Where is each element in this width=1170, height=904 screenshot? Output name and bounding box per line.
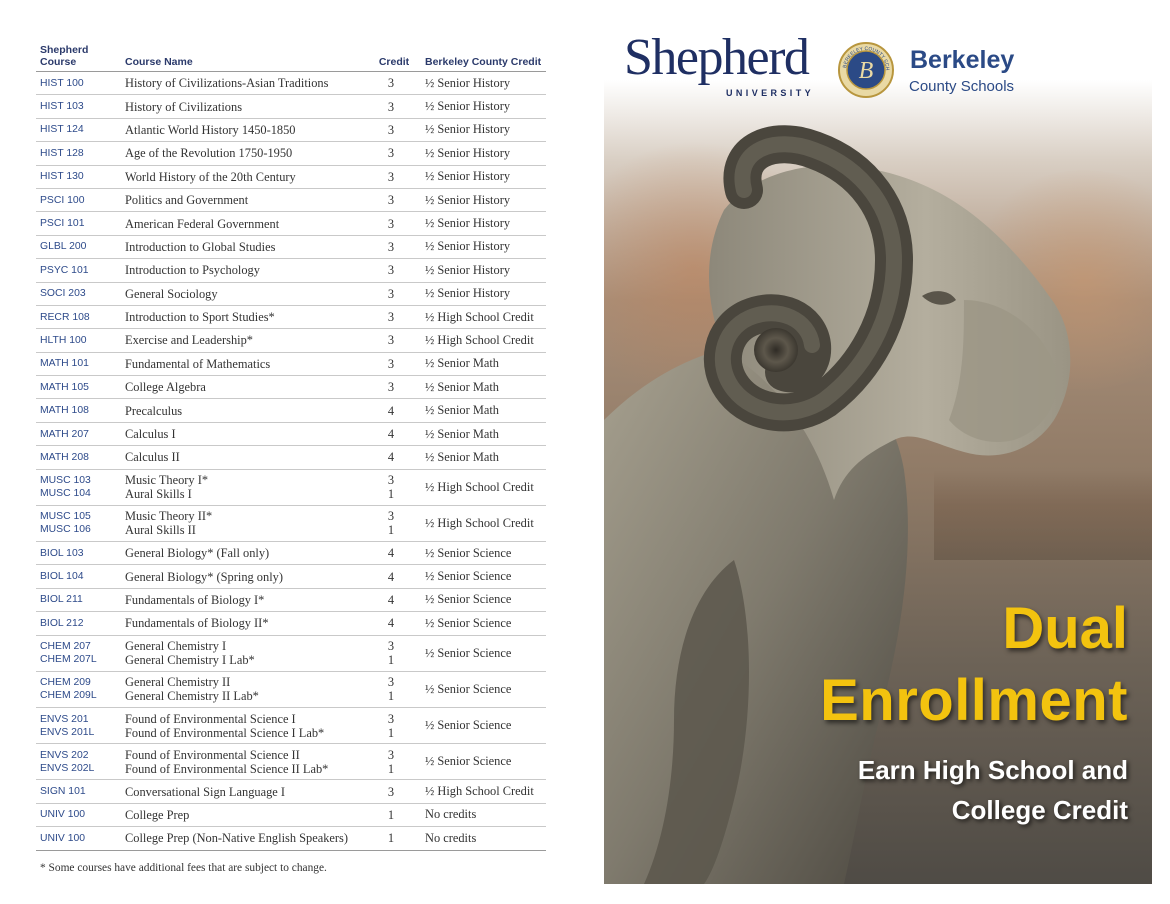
- course-code-line: ENVS 202: [40, 749, 89, 761]
- table-row: [36, 189, 546, 212]
- course-name-line: History of Civilizations-Asian Traditions: [125, 76, 329, 91]
- course-code-line: ENVS 201L: [40, 726, 95, 738]
- berkeley-credit: ½ Senior Math: [425, 426, 499, 441]
- course-name-line: Music Theory II*: [125, 509, 213, 524]
- table-row: [36, 423, 546, 446]
- course-code: [36, 264, 125, 277]
- table-row: [36, 780, 546, 803]
- course-credit: [363, 217, 419, 231]
- berkeley-credit: ½ Senior Science: [425, 569, 512, 584]
- course-name: [125, 333, 363, 347]
- course-name-line: American Federal Government: [125, 216, 280, 231]
- course-credit: [363, 831, 419, 845]
- course-code-line: HIST 103: [40, 101, 84, 113]
- course-credit-line: 1: [387, 689, 395, 704]
- course-code-line: CHEM 209: [40, 677, 91, 689]
- course-table: [36, 40, 546, 851]
- course-code: [36, 785, 125, 798]
- course-code-line: CHEM 207L: [40, 654, 97, 666]
- course-code-line: UNIV 100: [40, 809, 86, 821]
- header-course-name: Course Name: [125, 56, 193, 68]
- course-name-line: Fundamentals of Biology I*: [125, 592, 265, 607]
- course-code: [36, 451, 125, 464]
- berkeley-credit: ½ Senior History: [425, 286, 511, 301]
- course-credit: [363, 193, 419, 207]
- course-code-line: HIST 124: [40, 124, 84, 136]
- seal-text: BERKELEY COUNTY SCH: [842, 45, 891, 71]
- course-name: [125, 217, 363, 231]
- shepherd-university-wordmark: UNIVERSITY: [726, 88, 815, 98]
- course-name: [125, 616, 363, 630]
- table-row: [36, 399, 546, 422]
- course-credit-line: 4: [387, 592, 395, 607]
- table-row: [36, 542, 546, 565]
- course-credit-line: 3: [387, 239, 395, 254]
- course-code-line: CHEM 209L: [40, 690, 97, 702]
- table-row: [36, 259, 546, 282]
- course-credit-line: 4: [387, 546, 395, 561]
- course-credit-line: 3: [387, 675, 395, 690]
- course-name-line: General Chemistry II: [125, 675, 231, 690]
- table-row: [36, 376, 546, 399]
- header-credit: Credit: [378, 56, 410, 68]
- course-name-line: General Biology* (Fall only): [125, 546, 270, 561]
- course-credit-line: 3: [387, 784, 395, 799]
- table-row: [36, 565, 546, 588]
- course-credit-line: 1: [387, 487, 395, 502]
- course-credit: [363, 240, 419, 254]
- course-code-line: BIOL 103: [40, 547, 84, 559]
- course-name-line: Conversational Sign Language I: [125, 784, 286, 799]
- berkeley-credit: ½ Senior History: [425, 99, 511, 114]
- header-berkeley-credit: Berkeley County Credit: [425, 56, 542, 68]
- course-code-line: HIST 100: [40, 77, 84, 89]
- course-credit: [363, 333, 419, 347]
- berkeley-credit: ½ Senior Math: [425, 379, 499, 394]
- course-name: [125, 123, 363, 137]
- berkeley-logo: Berkeley: [910, 46, 1015, 74]
- course-name-line: Aural Skills I: [125, 487, 192, 502]
- course-credit: [363, 546, 419, 560]
- course-credit-line: 3: [387, 146, 395, 161]
- table-row: [36, 804, 546, 827]
- course-code-line: MATH 108: [40, 405, 89, 417]
- course-credit: [363, 639, 419, 667]
- course-name: [125, 427, 363, 441]
- course-code-line: SIGN 101: [40, 786, 86, 798]
- course-code: [36, 240, 125, 253]
- course-credit-line: 3: [387, 76, 395, 91]
- course-code-line: GLBL 200: [40, 241, 87, 253]
- table-row: [36, 283, 546, 306]
- course-credit-line: 4: [387, 569, 395, 584]
- course-credit: [363, 404, 419, 418]
- course-credit-line: 3: [387, 711, 395, 726]
- course-credit: [363, 473, 419, 501]
- berkeley-credit: ½ Senior Math: [425, 403, 499, 418]
- course-credit: [363, 570, 419, 584]
- berkeley-credit: ½ Senior History: [425, 239, 511, 254]
- course-name-line: World History of the 20th Century: [125, 169, 296, 184]
- title-line-1: Dual: [1002, 596, 1128, 661]
- course-credit-line: 3: [387, 263, 395, 278]
- course-name-line: Fundamentals of Biology II*: [125, 616, 269, 631]
- table-row: [36, 72, 546, 95]
- course-code-line: MUSC 106: [40, 524, 91, 536]
- course-name: [125, 450, 363, 464]
- course-name: [125, 785, 363, 799]
- berkeley-credit: ½ Senior History: [425, 145, 511, 160]
- course-name-line: Introduction to Global Studies: [125, 239, 276, 254]
- berkeley-credit: ½ Senior Math: [425, 449, 499, 464]
- course-code-line: MUSC 103: [40, 475, 91, 487]
- course-code: [36, 147, 125, 160]
- course-name-line: College Prep (Non-Native English Speakers): [125, 831, 348, 846]
- course-code-line: HIST 128: [40, 147, 84, 159]
- course-code: [36, 194, 125, 207]
- course-name-line: Age of the Revolution 1750-1950: [125, 146, 293, 161]
- course-credit-line: 1: [387, 761, 395, 776]
- course-name: [125, 570, 363, 584]
- berkeley-credit: No credits: [425, 807, 477, 822]
- course-code-line: MATH 101: [40, 358, 89, 370]
- course-code: [36, 547, 125, 560]
- course-name-line: General Biology* (Spring only): [125, 569, 283, 584]
- course-code: [36, 749, 125, 775]
- berkeley-credit: ½ Senior History: [425, 262, 511, 277]
- course-code: [36, 676, 125, 702]
- table-row: [36, 589, 546, 612]
- course-credit-line: 3: [387, 286, 395, 301]
- course-code-line: ENVS 201: [40, 713, 89, 725]
- berkeley-credit: ½ Senior History: [425, 122, 511, 137]
- table-row: [36, 470, 546, 506]
- course-name: [125, 509, 363, 537]
- course-credit-line: 4: [387, 450, 395, 465]
- course-name-line: Found of Environmental Science I Lab*: [125, 725, 325, 740]
- course-code-line: PSCI 101: [40, 218, 85, 230]
- table-row: [36, 236, 546, 259]
- berkeley-credit: ½ High School Credit: [425, 784, 534, 799]
- course-name: [125, 263, 363, 277]
- course-code: [36, 311, 125, 324]
- course-name: [125, 170, 363, 184]
- course-credit: [363, 616, 419, 630]
- berkeley-credit: ½ Senior Science: [425, 718, 512, 733]
- course-name: [125, 546, 363, 560]
- table-row: [36, 119, 546, 142]
- berkeley-credit: ½ Senior Science: [425, 545, 512, 560]
- course-name-line: General Chemistry I Lab*: [125, 653, 255, 668]
- course-name-line: Politics and Government: [125, 193, 249, 208]
- course-name: [125, 473, 363, 501]
- berkeley-credit: ½ Senior Science: [425, 592, 512, 607]
- berkeley-credit: ½ Senior Math: [425, 356, 499, 371]
- course-code: [36, 381, 125, 394]
- berkeley-credit: ½ Senior History: [425, 169, 511, 184]
- course-credit-line: 3: [387, 509, 395, 524]
- course-credit: [363, 123, 419, 137]
- cover-panel: [604, 0, 1152, 884]
- course-name: [125, 287, 363, 301]
- course-name-line: Calculus II: [125, 450, 180, 465]
- table-row: [36, 827, 546, 850]
- course-credit: [363, 100, 419, 114]
- course-name: [125, 76, 363, 90]
- course-code: [36, 404, 125, 417]
- berkeley-credit: ½ High School Credit: [425, 515, 534, 530]
- course-name-line: Precalculus: [125, 403, 183, 418]
- course-name: [125, 831, 363, 845]
- course-credit-line: 4: [387, 403, 395, 418]
- course-credit: [363, 712, 419, 740]
- berkeley-seal-icon: [838, 42, 894, 98]
- course-code-line: PSCI 100: [40, 194, 85, 206]
- course-credit: [363, 76, 419, 90]
- course-name-line: College Algebra: [125, 380, 206, 395]
- course-credit-line: 3: [387, 193, 395, 208]
- course-code-line: BIOL 104: [40, 571, 84, 583]
- table-row: [36, 95, 546, 118]
- course-code: [36, 123, 125, 136]
- course-code: [36, 474, 125, 500]
- course-credit-line: 1: [387, 653, 395, 668]
- berkeley-credit: ½ Senior History: [425, 192, 511, 207]
- course-name-line: History of Civilizations: [125, 99, 243, 114]
- course-name-line: Music Theory I*: [125, 473, 209, 488]
- course-name-line: Aural Skills II: [125, 523, 196, 538]
- course-credit: [363, 146, 419, 160]
- subtitle-line-1: Earn High School and: [857, 755, 1128, 785]
- course-name-line: Found of Environmental Science I: [125, 711, 296, 726]
- course-name-line: General Chemistry I: [125, 639, 227, 654]
- course-name-line: Introduction to Sport Studies*: [125, 310, 275, 325]
- course-code-line: BIOL 212: [40, 617, 84, 629]
- course-name-line: College Prep: [125, 807, 190, 822]
- course-credit: [363, 808, 419, 822]
- course-code: [36, 170, 125, 183]
- county-schools-wordmark: County Schools: [909, 78, 1015, 95]
- course-name: [125, 404, 363, 418]
- course-name-line: General Sociology: [125, 286, 218, 301]
- course-credit: [363, 170, 419, 184]
- header-code-line1: Shepherd: [40, 44, 89, 56]
- table-row: [36, 506, 546, 542]
- berkeley-credit: ½ High School Credit: [425, 479, 534, 494]
- course-code-line: MUSC 105: [40, 511, 91, 523]
- course-credit-line: 1: [387, 523, 395, 538]
- course-name: [125, 380, 363, 394]
- course-credit: [363, 310, 419, 324]
- course-name: [125, 240, 363, 254]
- course-credit-line: 4: [387, 427, 395, 442]
- course-code-line: CHEM 207: [40, 641, 91, 653]
- table-row: [36, 306, 546, 329]
- table-row: [36, 353, 546, 376]
- header-code-line2: Course: [40, 56, 77, 68]
- table-row: [36, 166, 546, 189]
- course-credit-line: 1: [387, 807, 395, 822]
- course-credit-line: 3: [387, 473, 395, 488]
- course-name: [125, 675, 363, 703]
- course-name-line: Introduction to Psychology: [125, 263, 260, 278]
- course-name: [125, 748, 363, 776]
- course-credit: [363, 593, 419, 607]
- course-credit-line: 1: [387, 725, 395, 740]
- course-code-line: SOCI 203: [40, 288, 86, 300]
- course-name-line: Found of Environmental Science II Lab*: [125, 761, 329, 776]
- seal-letter: B: [858, 58, 874, 84]
- berkeley-credit: ½ Senior Science: [425, 681, 512, 696]
- berkeley-credit: ½ High School Credit: [425, 309, 534, 324]
- course-credit-line: 3: [387, 333, 395, 348]
- course-code-line: MATH 105: [40, 381, 89, 393]
- table-row: [36, 446, 546, 469]
- course-name: [125, 146, 363, 160]
- course-code-line: MATH 207: [40, 428, 89, 440]
- course-code-line: MATH 208: [40, 451, 89, 463]
- course-credit: [363, 785, 419, 799]
- course-name: [125, 310, 363, 324]
- table-header: [36, 40, 546, 72]
- table-body: [36, 72, 546, 851]
- course-credit: [363, 509, 419, 537]
- course-name: [125, 593, 363, 607]
- course-name-line: Exercise and Leadership*: [125, 333, 253, 348]
- course-code-line: HIST 130: [40, 171, 84, 183]
- course-name: [125, 712, 363, 740]
- course-credit: [363, 675, 419, 703]
- course-code: [36, 510, 125, 536]
- table-row: [36, 708, 546, 744]
- course-code-line: ENVS 202L: [40, 762, 95, 774]
- shepherd-logo: Shepherd: [624, 29, 809, 86]
- course-code: [36, 334, 125, 347]
- course-credit-line: 4: [387, 616, 395, 631]
- table-row: [36, 612, 546, 635]
- course-code: [36, 808, 125, 821]
- title-line-2: Enrollment: [820, 668, 1128, 733]
- course-code-line: UNIV 100: [40, 832, 86, 844]
- course-credit-line: 3: [387, 99, 395, 114]
- course-credit: [363, 357, 419, 371]
- course-code: [36, 617, 125, 630]
- course-code: [36, 832, 125, 845]
- berkeley-credit: ½ High School Credit: [425, 332, 534, 347]
- berkeley-credit: ½ Senior History: [425, 75, 511, 90]
- table-row: [36, 744, 546, 780]
- berkeley-credit: ½ Senior Science: [425, 615, 512, 630]
- course-code: [36, 77, 125, 90]
- course-name-line: Calculus I: [125, 427, 176, 442]
- course-name-line: General Chemistry II Lab*: [125, 689, 259, 704]
- table-row: [36, 212, 546, 235]
- table-row: [36, 636, 546, 672]
- course-code: [36, 287, 125, 300]
- table-row: [36, 329, 546, 352]
- course-code: [36, 428, 125, 441]
- course-code-line: HLTH 100: [40, 334, 87, 346]
- course-name: [125, 357, 363, 371]
- course-credit: [363, 427, 419, 441]
- course-name: [125, 100, 363, 114]
- course-name-line: Found of Environmental Science II: [125, 747, 300, 762]
- course-code-line: PSYC 101: [40, 264, 89, 276]
- course-code: [36, 570, 125, 583]
- course-name-line: Fundamental of Mathematics: [125, 356, 271, 371]
- course-credit-line: 3: [387, 639, 395, 654]
- course-code: [36, 217, 125, 230]
- course-credit-line: 3: [387, 169, 395, 184]
- course-credit: [363, 450, 419, 464]
- course-code: [36, 357, 125, 370]
- berkeley-credit: ½ Senior Science: [425, 754, 512, 769]
- course-credit: [363, 380, 419, 394]
- footnote: * Some courses have additional fees that are subject to change.: [40, 862, 327, 874]
- course-credit-line: 1: [387, 831, 395, 846]
- course-name: [125, 808, 363, 822]
- course-code-line: RECR 108: [40, 311, 90, 323]
- course-credit-line: 3: [387, 747, 395, 762]
- course-name: [125, 193, 363, 207]
- course-credit-line: 3: [387, 122, 395, 137]
- course-code-line: MUSC 104: [40, 488, 91, 500]
- table-row: [36, 672, 546, 708]
- course-name: [125, 639, 363, 667]
- course-code: [36, 593, 125, 606]
- berkeley-credit: ½ Senior Science: [425, 645, 512, 660]
- course-code: [36, 100, 125, 113]
- ram-horn-curl: [754, 328, 798, 372]
- subtitle-line-2: College Credit: [951, 795, 1128, 825]
- course-code: [36, 640, 125, 666]
- course-credit-line: 3: [387, 310, 395, 325]
- course-credit-line: 3: [387, 380, 395, 395]
- berkeley-credit: ½ Senior History: [425, 216, 511, 231]
- course-credit: [363, 287, 419, 301]
- header-shepherd-course: [36, 44, 125, 68]
- course-credit-line: 3: [387, 216, 395, 231]
- course-code: [36, 713, 125, 739]
- course-name-line: Atlantic World History 1450-1850: [125, 122, 296, 137]
- course-credit: [363, 263, 419, 277]
- course-credit: [363, 748, 419, 776]
- berkeley-credit: No credits: [425, 830, 477, 845]
- table-row: [36, 142, 546, 165]
- course-code-line: BIOL 211: [40, 594, 83, 606]
- course-credit-line: 3: [387, 356, 395, 371]
